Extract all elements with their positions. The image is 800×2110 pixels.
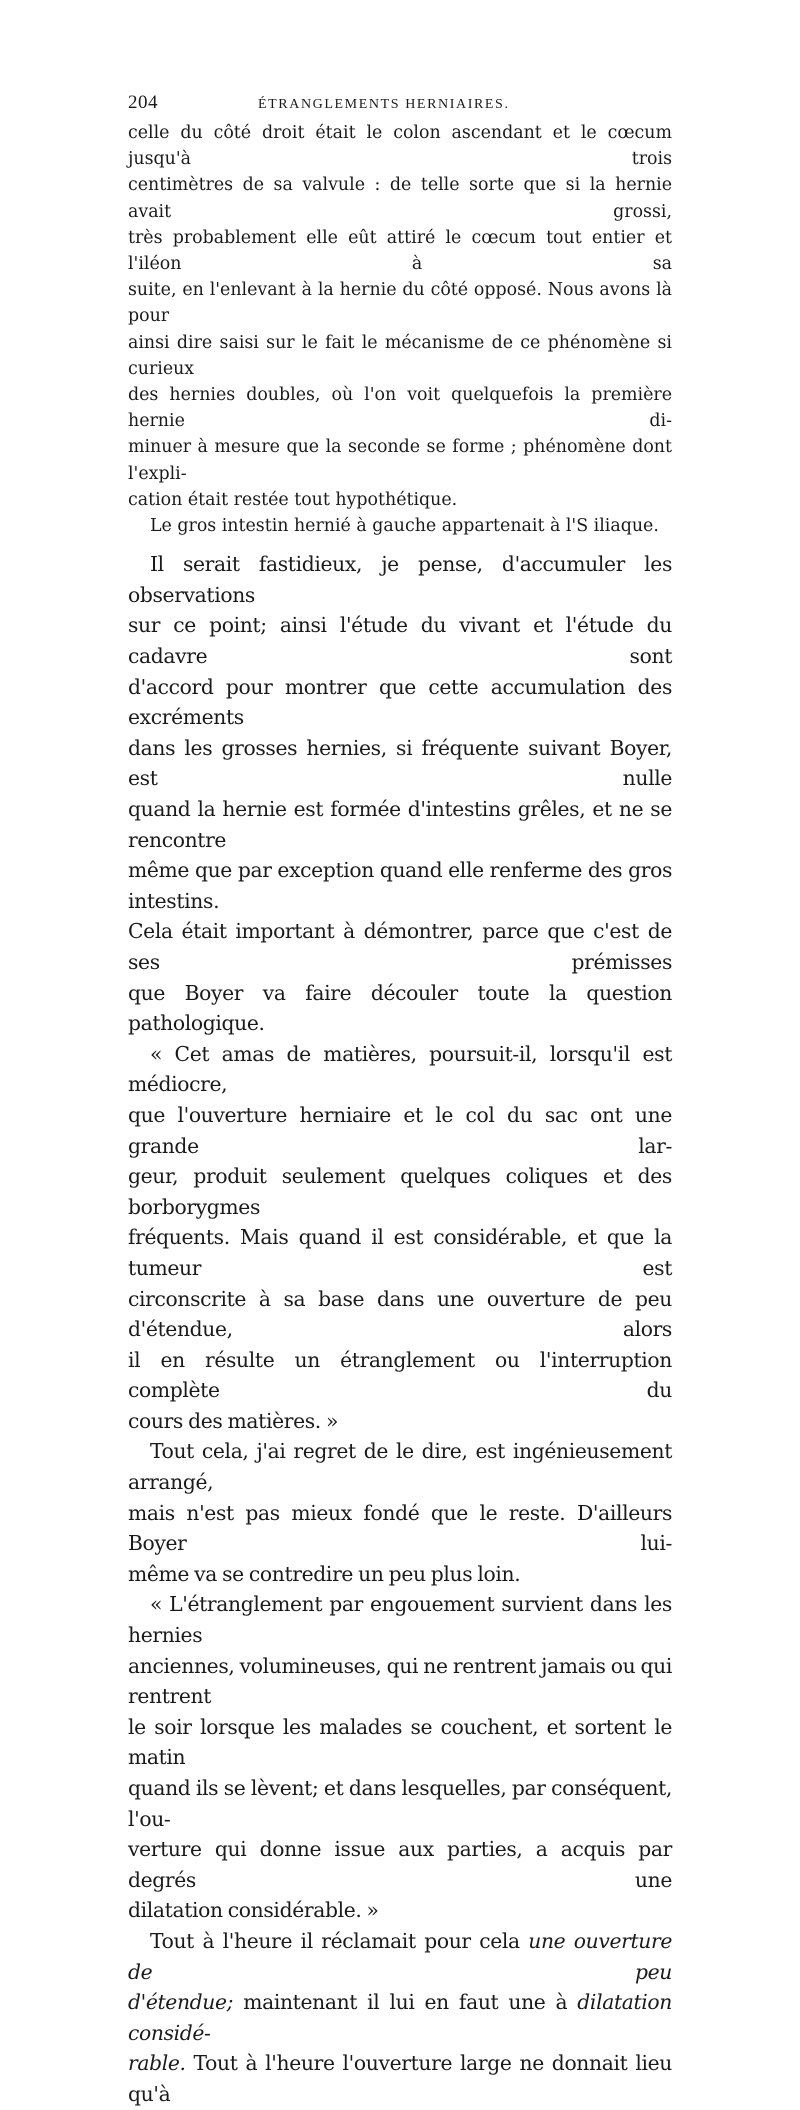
text-line: Cela était important à démontrer, parce que c'est de ses prémisses (128, 919, 672, 974)
text-line: suite, en l'enlevant à la hernie du côté opposé. Nous avons là pour (128, 280, 672, 327)
text-line: celle du côté droit était le colon ascendant et le cœcum jusqu'à trois (128, 123, 672, 170)
quote-line: anciennes, volumineuses, qui ne rentrent jamais ou qui rentrent (128, 1653, 672, 1709)
quote-line: dilatation considérable. » (128, 1898, 379, 1923)
text-line: minuer à mesure que la seconde se forme ; phénomène dont l'expli- (128, 437, 672, 484)
quote-line: fréquents. Mais quand il est considérable, et que la tumeur est (128, 1225, 672, 1280)
main-text-block (128, 549, 672, 2109)
text-line: des hernies doubles, où l'on voit quelquefois la première hernie di- (128, 385, 672, 432)
text-line: centimètres de sa valvule : de telle sorte que si la hernie avait grossi, (128, 175, 672, 222)
italic-run: dilatation considé- (128, 1990, 672, 2045)
quote-line: il en résulte un étranglement ou l'interruption complète du (128, 1347, 672, 1403)
text-line: même va se contredire un peu plus loin. (128, 1561, 521, 1586)
text-run: maintenant il lui en faut une à (233, 1990, 578, 2015)
text-line (128, 1987, 672, 2048)
text-run: Tout à l'heure il réclamait pour cela (150, 1928, 529, 1953)
text-line: Le gros intestin hernié à gauche appartenait à l'S iliaque. (150, 516, 659, 537)
text-line: que Boyer va faire découler toute la question pathologique. (128, 980, 672, 1036)
quote-line: cours des matières. » (128, 1408, 339, 1433)
quote-line: « L'étranglement par engouement survient dans les hernies (128, 1592, 672, 1648)
quote-line: quand ils se lèvent; et dans lesquelles, par conséquent, l'ou- (128, 1776, 672, 1831)
text-run: Tout à l'heure l'ouverture large ne donnait lieu qu'à (128, 2051, 672, 2106)
quote-line: circonscrite à sa base dans une ouverture de peu d'étendue, alors (128, 1286, 672, 1342)
book-page (128, 92, 672, 2110)
text-line: d'accord pour montrer que cette accumulation des excréments (128, 674, 672, 730)
italic-run: d'étendue; (128, 1990, 234, 2015)
text-line: même que par exception quand elle renferme des gros intestins. (128, 858, 672, 913)
page-number: 204 (128, 92, 158, 113)
text-line: Tout cela, j'ai regret de le dire, est ingénieusement arrangé, (128, 1439, 672, 1495)
running-head (128, 92, 672, 118)
quote-line: geur, produit seulement quelques coliques et des borborygmes (128, 1164, 672, 1219)
text-line: dans les grosses hernies, si fréquente suivant Boyer, est nulle (128, 735, 672, 791)
text-line: mais n'est pas mieux fondé que le reste. D'ailleurs Boyer lui- (128, 1500, 672, 1556)
quote-line: que l'ouverture herniaire et le col du sac ont une grande lar- (128, 1102, 672, 1158)
text-line: cation était restée tout hypothétique. (128, 489, 458, 510)
small-print-block (128, 120, 672, 539)
text-line (128, 1926, 672, 1987)
italic-run: une ouverture de peu (128, 1928, 672, 1984)
running-title: ÉTRANGLEMENTS HERNIAIRES. (258, 97, 510, 112)
text-line (128, 2048, 672, 2109)
text-line: très probablement elle eût attiré le cœcum tout entier et l'iléon à sa (128, 227, 672, 275)
quote-line: « Cet amas de matières, poursuit-il, lorsqu'il est médiocre, (128, 1041, 672, 1097)
text-line: sur ce point; ainsi l'étude du vivant et l'étude du cadavre sont (128, 613, 672, 669)
text-line: ainsi dire saisi sur le fait le mécanisme de ce phénomène si curieux (128, 332, 672, 379)
italic-run: rable. (128, 2051, 186, 2076)
quote-line: le soir lorsque les malades se couchent, et sortent le matin (128, 1714, 672, 1770)
text-line: quand la hernie est formée d'intestins grêles, et ne se rencontre (128, 797, 672, 852)
text-line: Il serait fastidieux, je pense, d'accumuler les observations (128, 552, 672, 607)
quote-line: verture qui donne issue aux parties, a acquis par degrés une (128, 1837, 672, 1892)
